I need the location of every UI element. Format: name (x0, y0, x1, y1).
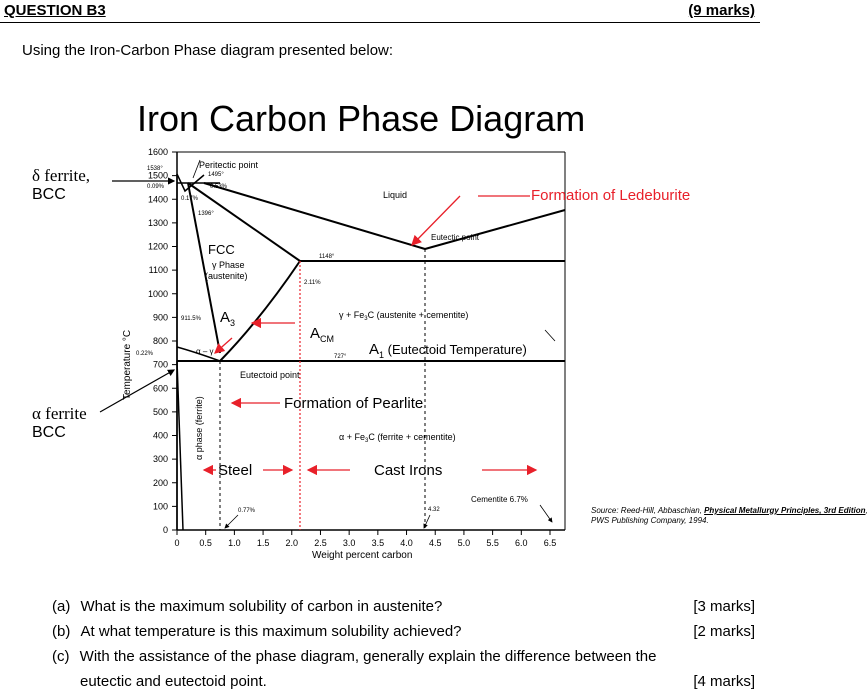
a1-symbol: $A_1$ (Eutectoid Temperature) (369, 341, 527, 360)
y-tick-label: 1200 (147, 241, 168, 252)
question-a-marks: [3 marks] (693, 598, 755, 615)
x-tick-label: 1.0 (228, 538, 241, 548)
x-tick-label: 1.5 (256, 538, 270, 548)
diagram-title: Iron Carbon Phase Diagram (137, 98, 586, 139)
t727-label: 727° (334, 354, 347, 360)
c009-label: 0.09% (147, 184, 165, 190)
c211-label: 2.11% (304, 280, 321, 286)
acm-symbol: $A_{CM}$ (310, 325, 335, 344)
y-tick-label: 100 (152, 501, 168, 512)
eutectoid-label: Eutectoid point (240, 370, 300, 380)
x-tick-label: 3.5 (371, 538, 385, 548)
t1538-label: 1538° (147, 166, 163, 172)
y-tick-label: 600 (152, 383, 168, 394)
source-book: Physical Metallurgy Principles, 3rd Edition (704, 506, 866, 515)
source-prefix: Source: Reed-Hill, Abbaschian, (591, 506, 705, 515)
alpha-fe3c-label: $\alpha + Fe_3C$ (ferrite + cementite) (339, 432, 456, 444)
y-tick-label: 1400 (147, 194, 168, 205)
fcc-label: FCC (208, 242, 235, 257)
c077-arrow (225, 515, 238, 528)
ledeburite-label: Formation of Ledeburite (531, 187, 691, 204)
steel-label: Steel (218, 462, 253, 479)
y-tick-label: 300 (152, 454, 168, 465)
x-tick-label: 4.5 (428, 538, 442, 548)
c077-label: 0.77% (238, 508, 256, 514)
liquid-label: Liquid (383, 190, 408, 200)
x-axis-label: Weight percent carbon (312, 550, 413, 561)
solvus-line (177, 361, 183, 530)
source-suffix: , (865, 506, 868, 515)
y-tick-label: 0 (162, 525, 168, 535)
x-ticks (174, 530, 556, 548)
y-tick-label: 1100 (148, 265, 168, 276)
austenite-label: (austenite) (205, 271, 248, 281)
cast-irons-label: Cast Irons (374, 462, 443, 479)
question-c-label: (c) (52, 648, 70, 665)
y-tick-label: 400 (152, 430, 168, 441)
t1495-label: 1495° (208, 172, 224, 178)
liquidus-right (425, 210, 565, 249)
y-tick-label: 1000 (147, 288, 168, 299)
y-tick-label: 1300 (147, 217, 168, 228)
y-tick-label: 200 (152, 477, 168, 488)
delta-ferrite-label: δ ferrite, (32, 166, 91, 185)
a1-callout (545, 330, 555, 341)
question-c-text2: eutectic and eutectoid point. (80, 673, 267, 690)
y-axis-label: Temperature °C (122, 329, 133, 400)
question-b (52, 623, 462, 640)
question-number: QUESTION B3 (4, 2, 106, 19)
phase-diagram-figure (0, 90, 868, 590)
intro-text: Using the Iron-Carbon Phase diagram presented below: (22, 42, 394, 59)
c017-label: 0.17% (181, 196, 199, 202)
y-tick-label: 1600 (147, 147, 168, 157)
question-b-text: At what temperature is this maximum solubility achieved? (80, 623, 462, 640)
cementite-arrow (540, 505, 552, 522)
question-c-text: With the assistance of the phase diagram, generally explain the difference between the (79, 648, 657, 665)
c432-label: 4.32 (428, 507, 440, 513)
question-marks: (9 marks) (688, 2, 755, 19)
question-c-marks: [4 marks] (693, 673, 755, 690)
x-tick-label: 5.5 (486, 538, 499, 548)
x-tick-label: 6.5 (543, 538, 557, 548)
alpha-ferrite-label: α ferrite (32, 404, 87, 423)
x-tick-label: 0.5 (199, 538, 212, 548)
source-publisher: PWS Publishing Company, 1994. (591, 516, 709, 525)
y-tick-label: 1500 (147, 170, 168, 181)
x-tick-label: 2.0 (285, 538, 299, 548)
c053-label: 0.53% (210, 184, 228, 190)
source-citation (591, 506, 868, 526)
y-tick-label: 900 (152, 312, 168, 323)
header-rule (0, 22, 760, 23)
alpha-phase-label: α phase (ferrite) (194, 396, 204, 460)
cementite-label: Cementite 6.7% (471, 495, 528, 504)
y-tick-label: 700 (152, 359, 168, 370)
a3-symbol: $A_3$ (220, 309, 236, 328)
c022-label: 0.22% (136, 351, 154, 357)
alpha-gamma-label: α – γ (196, 347, 214, 356)
y-tick-label: 500 (152, 406, 168, 417)
x-tick-label: 0 (174, 538, 180, 548)
peritectic-label: Peritectic point (199, 160, 259, 170)
question-b-label: (b) (52, 623, 71, 640)
gamma-fe3c-label: $\gamma + Fe_3C$ (austenite + cementite) (339, 310, 469, 322)
t1148-label: 1148° (319, 254, 335, 260)
x-tick-label: 3.0 (342, 538, 356, 548)
question-c (52, 648, 656, 665)
question-a-label: (a) (52, 598, 71, 615)
t1396-label: 1396° (198, 211, 214, 217)
gamma-phase-label: γ Phase (212, 260, 245, 270)
x-tick-label: 4.0 (400, 538, 413, 548)
x-tick-label: 6.0 (515, 538, 528, 548)
question-b-marks: [2 marks] (693, 623, 755, 640)
t911-label: 911.5% (181, 316, 201, 322)
eutectic-label: Eutectic point (431, 233, 480, 242)
x-tick-label: 5.0 (457, 538, 471, 548)
pearlite-label: Formation of Pearlite (284, 395, 424, 412)
question-a-text: What is the maximum solubility of carbon in austenite? (80, 598, 443, 615)
y-ticks (148, 147, 177, 535)
y-tick-label: 800 (152, 336, 168, 346)
alpha-bcc-label: BCC (32, 424, 66, 441)
x-tick-label: 2.5 (314, 538, 327, 548)
delta-bcc-label: BCC (32, 186, 66, 203)
question-a (52, 598, 442, 615)
